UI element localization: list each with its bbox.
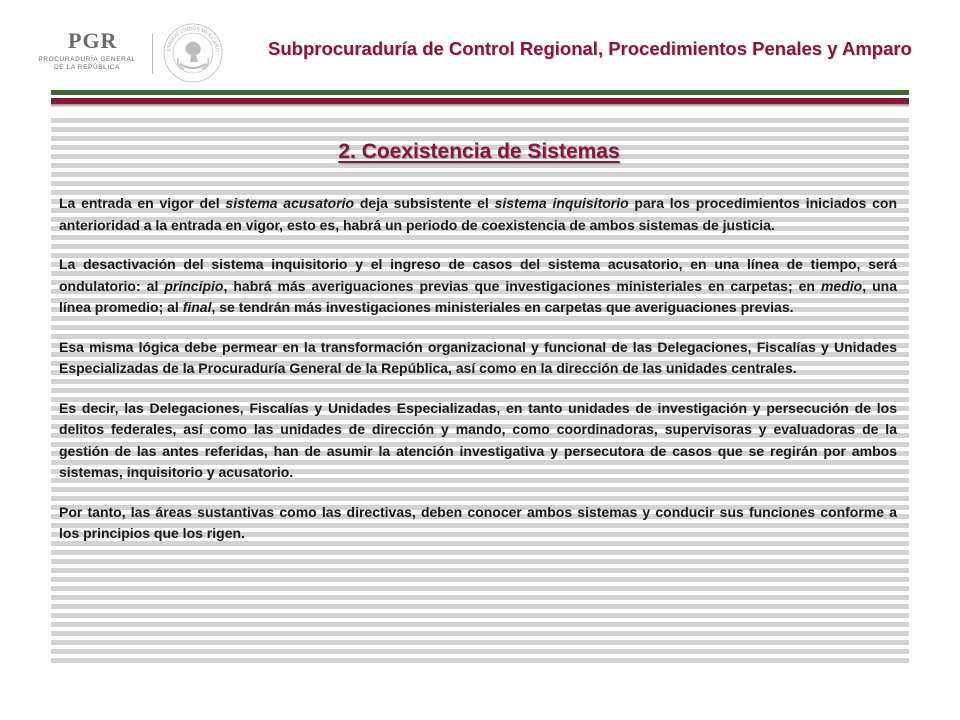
- slide-body: [59, 193, 897, 563]
- header-subtitle: Subprocuraduría de Control Regional, Procedimientos Penales y Amparo: [268, 38, 912, 59]
- paragraph-3: Esa misma lógica debe permear en la transformación organizacional y funcional de las Delegaciones, Fiscalías y Unidades Especializadas de la Procuraduría General de la República, así como en la dirección de las unidades centrales.: [59, 338, 897, 376]
- pgr-logo-line: PROCURADURÍA GENERAL: [38, 56, 136, 63]
- text-run: , habrá más averiguaciones previas que investigaciones ministeriales en carpetas; en: [223, 277, 821, 294]
- emphasis-run: principio: [164, 277, 224, 294]
- emphasis-run: sistema inquisitorio: [494, 195, 629, 211]
- paragraph-4: Es decir, las Delegaciones, Fiscalías y Unidades Especializadas, en tanto unidades de investigación y persecución de los delitos federales, así como las unidades de dirección y mando, como coordinadoras, supervisoras y evaluadoras de la gestión de las antes referidas, han de asumir la atención investigativa y persecutora de casos que se regirán por ambos sistemas, inquisitorio y acusatorio.: [59, 399, 897, 480]
- national-seal-icon: [162, 22, 224, 84]
- header: [0, 0, 960, 90]
- stripe-shadow: [51, 104, 909, 107]
- slide-title: 2. Coexistencia de Sistemas: [338, 140, 620, 163]
- header-stripes: [51, 90, 909, 114]
- paragraph-5: Por tanto, las áreas sustantivas como las directivas, deben conocer ambos sistemas y conducir sus funciones conforme a los principios que los rigen.: [59, 503, 897, 541]
- emphasis-run: sistema acusatorio: [225, 195, 355, 211]
- text-run: para los procedimientos iniciados con anterioridad a la entrada en vigor, esto es, habrá un periodo de coexistencia de ambos sistemas de justicia.: [59, 195, 898, 233]
- paragraph-2: [59, 254, 897, 319]
- paragraph-1: [59, 193, 897, 236]
- text-run: , se tendrán más investigaciones ministeriales en carpetas que averiguaciones previas.: [211, 299, 794, 315]
- text-run: , una línea promedio; al: [59, 277, 898, 315]
- logo-divider: [152, 34, 153, 74]
- text-run: La entrada en vigor del: [59, 195, 226, 211]
- text-run: La desactivación del sistema inquisitorio y el ingreso de casos del sistema acusatorio, en una línea de tiempo, será ondulatorio: al: [59, 256, 897, 294]
- pgr-logo-text: PGR: [68, 28, 118, 53]
- pgr-logo-line: DE LA REPÚBLICA: [53, 64, 121, 71]
- pgr-logo: [22, 28, 152, 78]
- text-run: deja subsistente el: [354, 195, 495, 211]
- seal-text: STADOS UNIDOS MEXICANO: [165, 25, 221, 53]
- pgr-logo-subtitle: [22, 56, 152, 72]
- emphasis-run: medio: [820, 277, 863, 294]
- emphasis-run: final: [182, 299, 212, 315]
